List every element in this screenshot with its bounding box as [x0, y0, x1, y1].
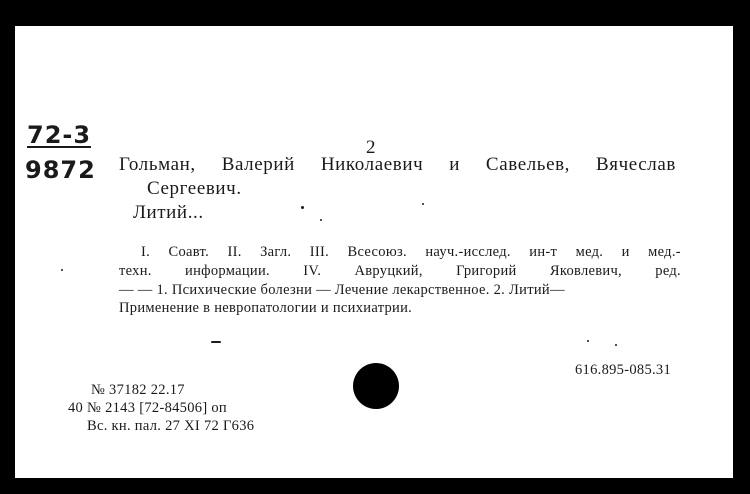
heading-word: Вячеслав [595, 154, 676, 175]
shelfmark-line1: 72-3 [27, 121, 92, 149]
punch-hole [353, 363, 399, 409]
ink-speck [61, 269, 63, 271]
tracing-word: мед.- [648, 244, 681, 260]
tracing-word: мед. [575, 244, 604, 260]
page-number: 2 [366, 137, 377, 158]
heading-word: Николаевич [320, 154, 424, 175]
heading-word: Валерий [221, 154, 295, 175]
tracing-word: Соавт. [168, 244, 210, 260]
tracing-word: Загл. [260, 244, 292, 260]
footer-line3: Вс. кн. пал. 27 XI 72 Г636 [87, 418, 255, 434]
catalog-card [15, 26, 733, 478]
ink-speck [320, 219, 322, 221]
tracing-word: науч.-исслед. [425, 244, 511, 260]
ink-speck [211, 341, 221, 343]
card-title: Литий... [133, 202, 204, 223]
tracing-word: и [621, 244, 630, 260]
heading-line2: Сергеевич. [147, 178, 242, 199]
footer-line2: 40 № 2143 [72-84506] оп [68, 400, 227, 416]
tracing-word: IV. [303, 263, 322, 279]
ink-speck [301, 206, 304, 209]
ink-speck [422, 203, 424, 205]
tracing-word: Всесоюз. [347, 244, 407, 260]
classification-number: 616.895-085.31 [575, 362, 672, 378]
tracing-word: II. [227, 244, 242, 260]
shelfmark-line2: 9872 [25, 156, 96, 184]
ink-speck [615, 344, 617, 346]
heading-word: и [449, 154, 460, 175]
tracings-line4: Применение в невропатологии и психиатрии. [119, 300, 413, 316]
tracing-word: I. [141, 244, 151, 260]
tracing-word: Григорий [456, 263, 517, 279]
heading-word: Савельев, [485, 154, 571, 175]
tracing-word: Яковлевич, [549, 263, 622, 279]
tracings-line2 [119, 263, 681, 280]
tracings-line3: — — 1. Психические болезни — Лечение лекарственное. 2. Литий— [119, 282, 565, 298]
tracing-word: Авруцкий, [354, 263, 423, 279]
tracing-word: техн. [119, 263, 152, 279]
tracing-word: информации. [185, 263, 270, 279]
ink-speck [587, 340, 589, 342]
heading-line1 [119, 154, 676, 176]
footer-line1: № 37182 22.17 [91, 382, 185, 398]
tracing-word: ин-т [529, 244, 558, 260]
tracing-word: III. [309, 244, 330, 260]
heading-word: Гольман, [119, 154, 196, 175]
tracings-line1 [141, 244, 681, 261]
tracing-word: ред. [655, 263, 681, 279]
